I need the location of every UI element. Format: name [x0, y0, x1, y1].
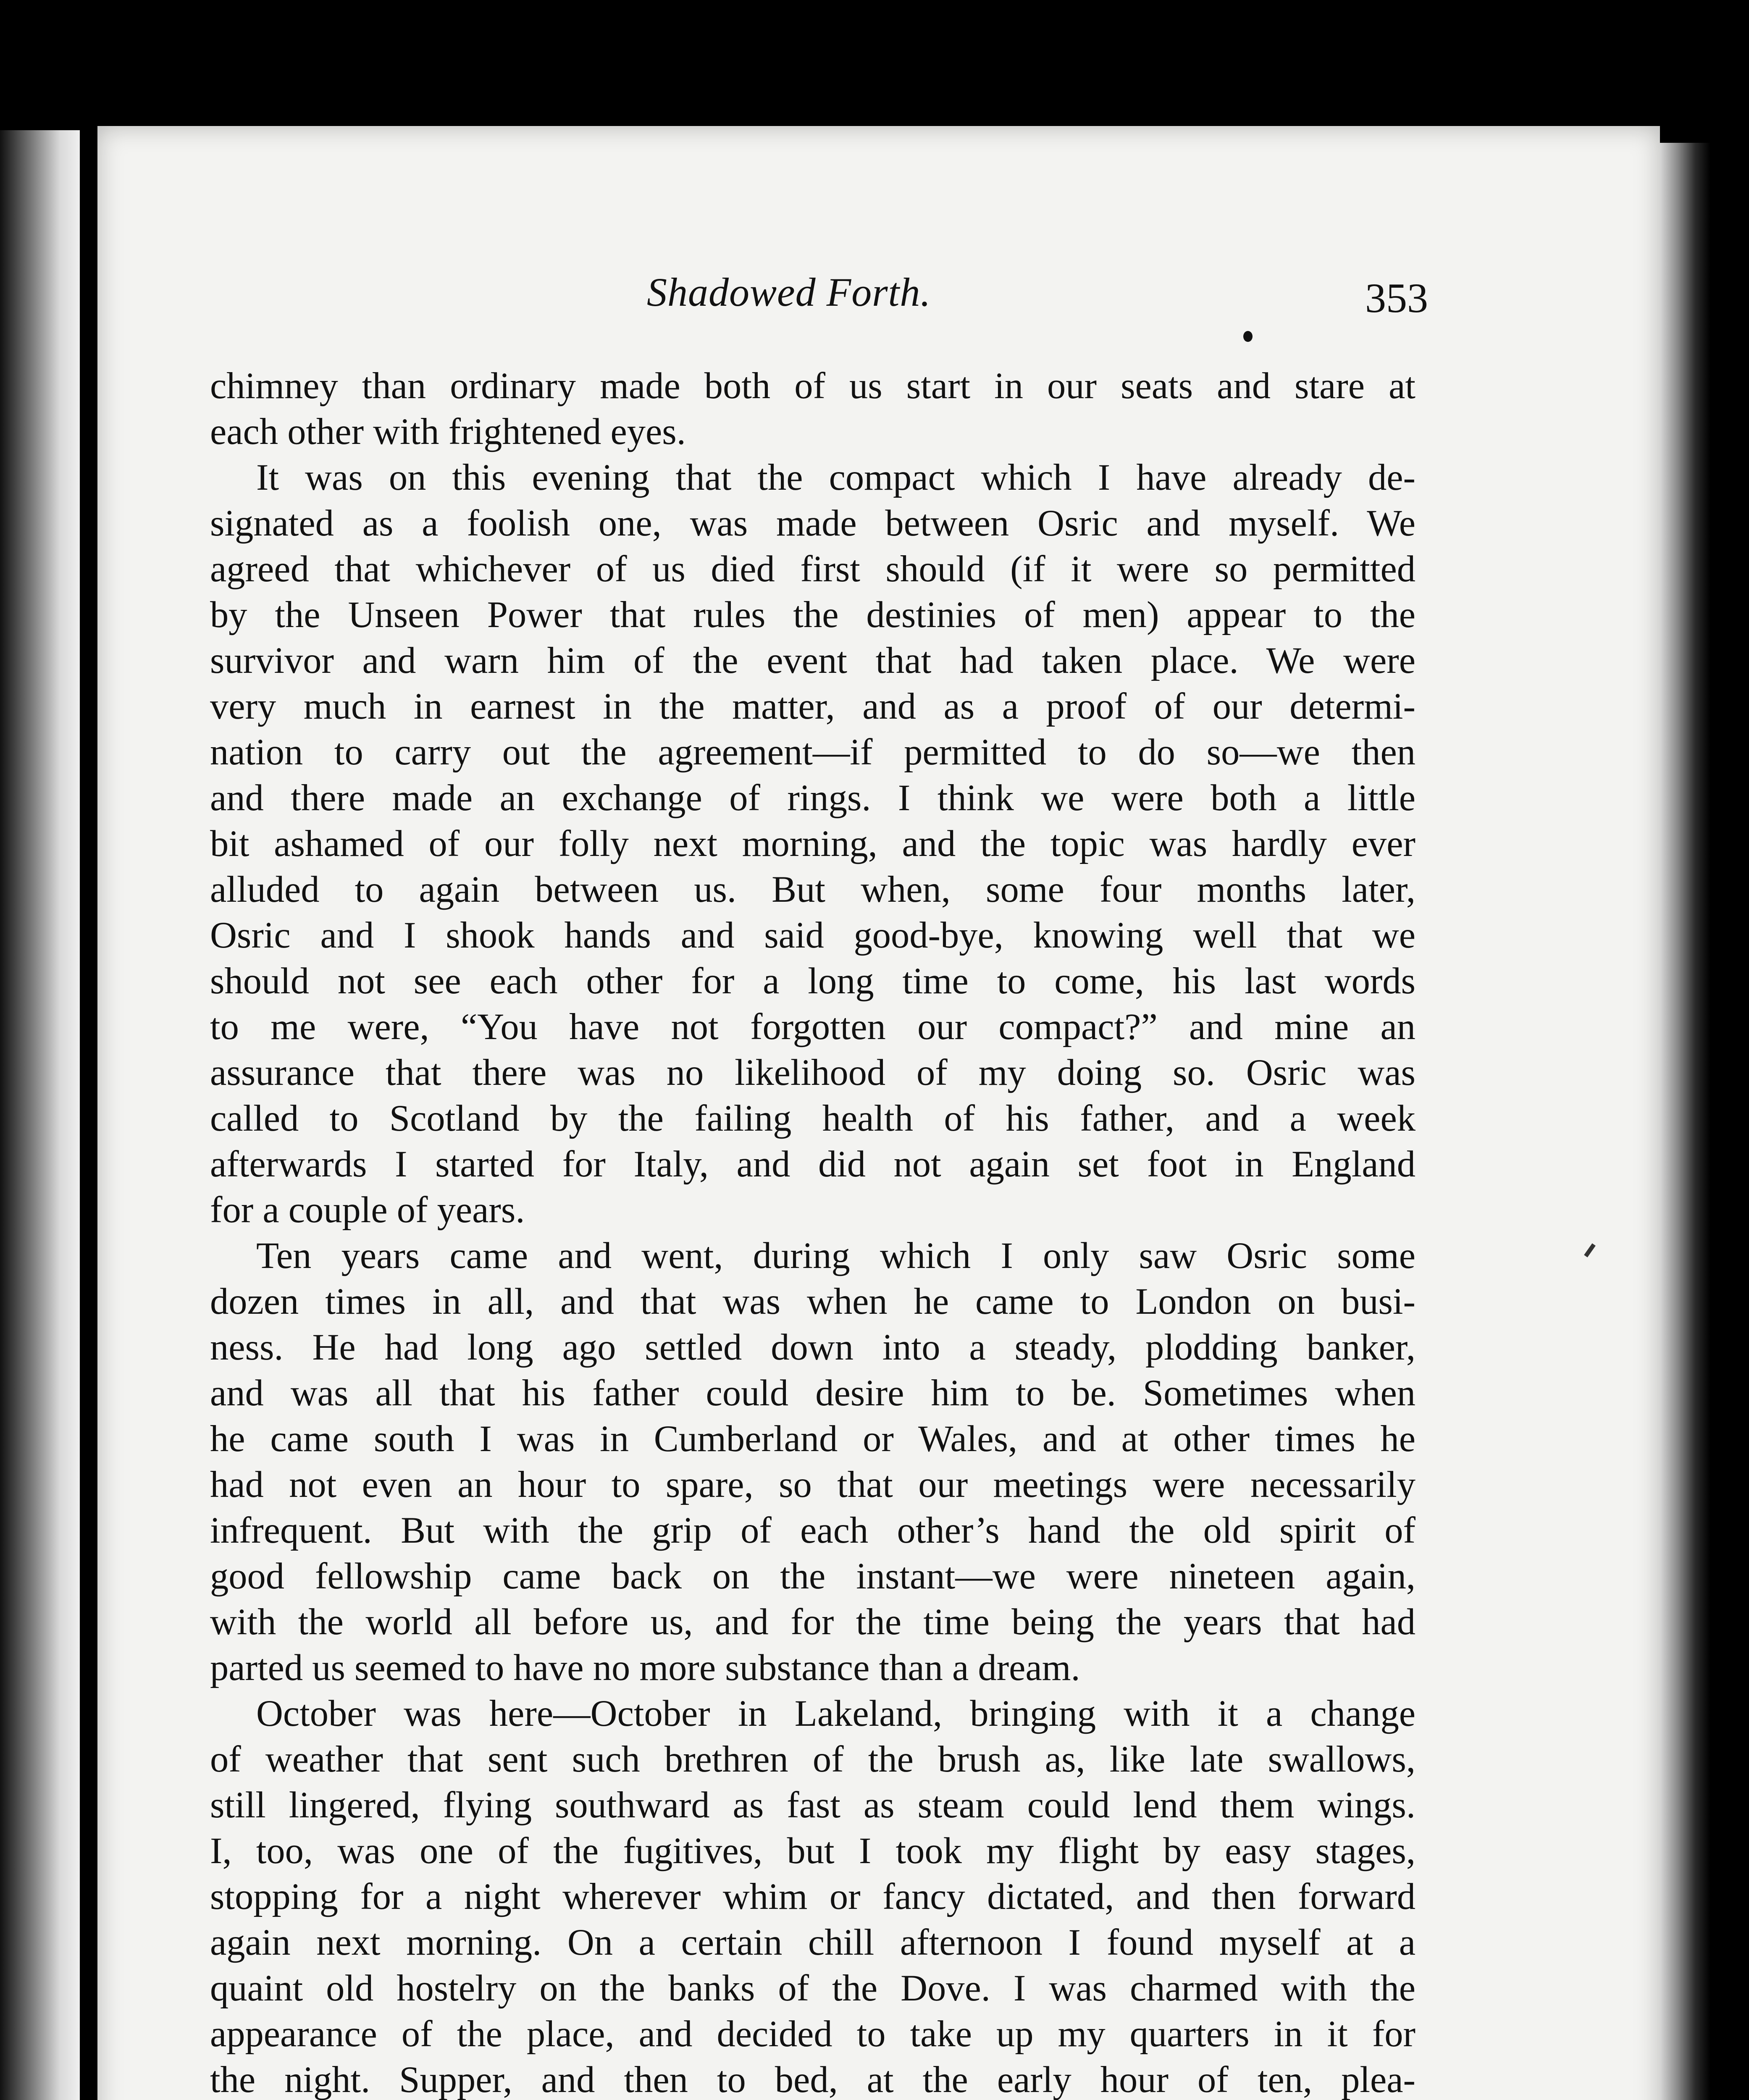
text-line: and was all that his father could desire him to be. Sometimes when [210, 1373, 1415, 1414]
page-stack-edge [1660, 143, 1710, 2100]
margin-mark [1584, 1243, 1596, 1257]
text-line: and there made an exchange of rings. I think we were both a little [210, 777, 1415, 819]
text-line: parted us seemed to have no more substance than a dream. [210, 1647, 1080, 1688]
facing-page-edge [0, 130, 80, 2100]
text-line: It was on this evening that the compact which I have already de- [256, 457, 1415, 498]
text-line: Osric and I shook hands and said good-bye, knowing well that we [210, 915, 1415, 956]
text-line: signated as a foolish one, was made between Osric and myself. We [210, 503, 1415, 544]
text-line: very much in earnest in the matter, and as a proof of our determi- [210, 686, 1415, 727]
ink-speck [1243, 331, 1253, 342]
text-line: to me were, “You have not forgotten our compact?” and mine an [210, 1006, 1415, 1047]
text-line: infrequent. But with the grip of each other’s hand the old spirit of [210, 1510, 1415, 1551]
text-line: agreed that whichever of us died first should (if it were so permitted [210, 549, 1415, 590]
text-line: stopping for a night wherever whim or fancy dictated, and then forward [210, 1876, 1415, 1917]
text-line: he came south I was in Cumberland or Wales, and at other times he [210, 1418, 1415, 1460]
text-line: still lingered, flying southward as fast as steam could lend them wings. [210, 1785, 1415, 1826]
text-line: the night. Supper, and then to bed, at the early hour of ten, plea- [210, 2059, 1415, 2100]
text-line: October was here—October in Lakeland, bringing with it a change [256, 1693, 1415, 1734]
body-text [210, 363, 1415, 2100]
text-line: quaint old hostelry on the banks of the Dove. I was charmed with the [210, 1968, 1415, 2009]
text-line: Ten years came and went, during which I only saw Osric some [256, 1235, 1415, 1276]
text-line: should not see each other for a long time to come, his last words [210, 961, 1415, 1002]
text-line: by the Unseen Power that rules the destinies of men) appear to the [210, 594, 1415, 635]
text-line: for a couple of years. [210, 1189, 525, 1231]
text-line: dozen times in all, and that was when he came to London on busi- [210, 1281, 1415, 1322]
text-line: I, too, was one of the fugitives, but I took my flight by easy stages, [210, 1830, 1415, 1872]
text-line: again next morning. On a certain chill afternoon I found myself at a [210, 1922, 1415, 1963]
text-line: alluded to again between us. But when, some four months later, [210, 869, 1415, 910]
running-title: Shadowed Forth. [647, 270, 931, 315]
text-line: ness. He had long ago settled down into a steady, plodding banker, [210, 1327, 1415, 1368]
text-line: assurance that there was no likelihood of my doing so. Osric was [210, 1052, 1415, 1093]
text-line: chimney than ordinary made both of us start in our seats and stare at [210, 365, 1415, 407]
text-line: afterwards I started for Italy, and did not again set foot in England [210, 1144, 1415, 1185]
text-line: survivor and warn him of the event that had taken place. We were [210, 640, 1415, 681]
text-line: of weather that sent such brethren of the brush as, like late swallows, [210, 1739, 1415, 1780]
text-line: had not even an hour to spare, so that our meetings were necessarily [210, 1464, 1415, 1505]
running-head [218, 269, 1428, 319]
text-line: good fellowship came back on the instant—we were nineteen again, [210, 1556, 1415, 1597]
text-line: with the world all before us, and for the time being the years that had [210, 1601, 1415, 1643]
text-line: nation to carry out the agreement—if permitted to do so—we then [210, 732, 1415, 773]
text-line: appearance of the place, and decided to take up my quarters in it for [210, 2013, 1415, 2055]
page-number: 353 [1365, 275, 1428, 321]
text-line: each other with frightened eyes. [210, 411, 686, 452]
text-line: called to Scotland by the failing health of his father, and a week [210, 1098, 1415, 1139]
text-line: bit ashamed of our folly next morning, and the topic was hardly ever [210, 823, 1415, 864]
